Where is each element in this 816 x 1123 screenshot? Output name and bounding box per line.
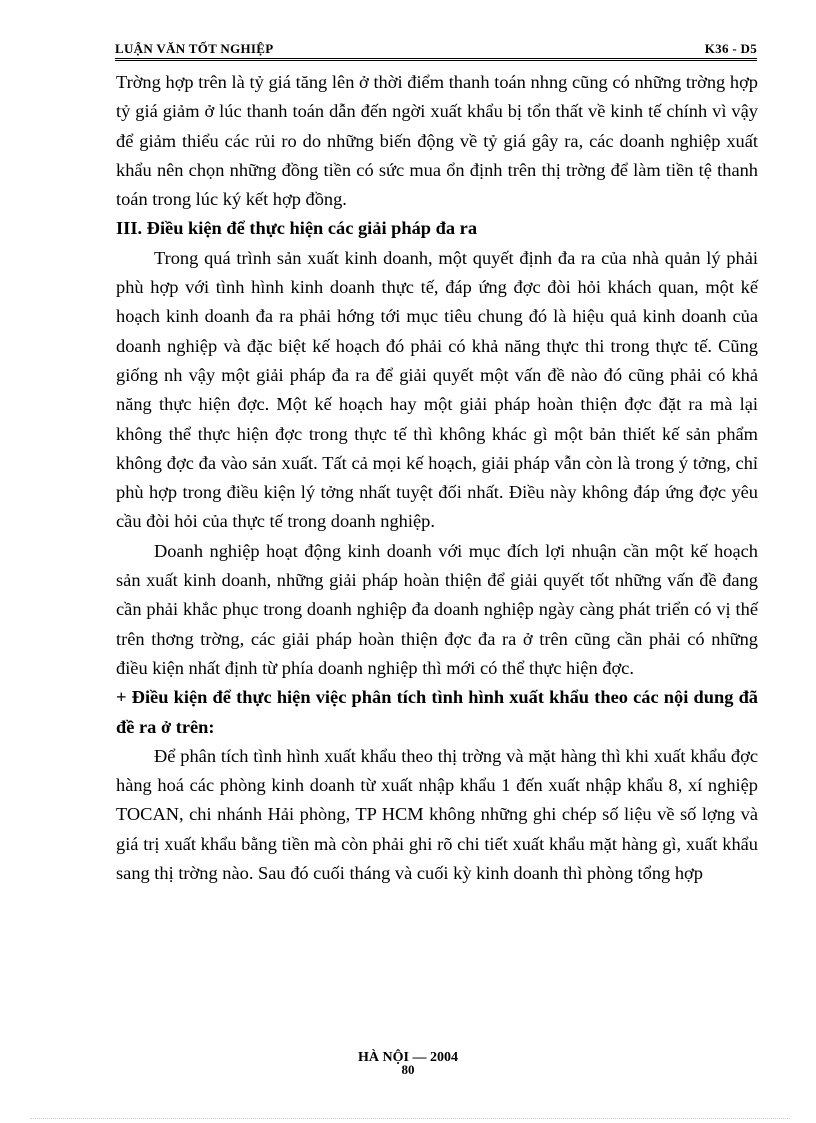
page-body — [116, 68, 758, 888]
paragraph-export-analysis: Để phân tích tình hình xuất khẩu theo thị trờng và mặt hàng thì khi xuất khẩu đợc hàng hoá các phòng kinh doanh từ xuất nhập khẩu 1 đến xuất nhập khẩu 8, xí nghiệp TOCAN, chi nhánh Hải phòng, TP HCM không những ghi chép số liệu về số lợng và giá trị xuất khẩu bằng tiền mà còn phải ghi rõ chi tiết xuất khẩu mặt hàng gì, xuất khẩu sang thị trờng nào. Sau đó cuối tháng và cuối kỳ kinh doanh thì phòng tổng hợp — [116, 745, 758, 884]
section-heading-conditions: III. Điều kiện để thực hiện các giải pháp đa ra — [116, 218, 478, 239]
footer-city-year: HÀ NỘI — 2004 — [358, 1050, 458, 1065]
header-thesis-title: LUẬN VĂN TỐT NGHIỆP — [115, 41, 274, 56]
page-header — [115, 36, 757, 61]
header-class-code: K36 - D5 — [704, 41, 757, 56]
paragraph-decision-feasibility: Trong quá trình sản xuất kinh doanh, một quyết định đa ra của nhà quản lý phải phù hợp với tình hình kinh doanh thực tế, đáp ứng đợc đòi hỏi khách quan, một kế hoạch kinh doanh đa ra phải hớng tới mục tiêu chung đó là hiệu quả kinh doanh của doanh nghiệp và đặc biệt kế hoạch đó phải có khả năng thực thi trong thực tế. Cũng giống nh vậy một giải pháp đa ra để giải quyết một vấn đề nào đó cũng phải có khả năng thực hiện đợc. Một kế hoạch hay một giải pháp hoàn thiện đợc đặt ra mà lại không thể thực hiện đợc trong thực tế thì không khác gì một bản thiết kế sản phẩm không đợc đa vào sản xuất. Tất cả mọi kế hoạch, giải pháp vẫn còn là trong ý tởng, chỉ phù hợp trong điều kiện lý tởng nhất tuyệt đối nhất. Điều này không đáp ứng đợc yêu cầu đòi hỏi của thực tế trong doanh nghiệp. — [116, 247, 758, 532]
subsection-heading-analysis-conditions: + Điều kiện để thực hiện việc phân tích tình hình xuất khẩu theo các nội dung đã đề ra ở trên: — [116, 687, 758, 737]
paragraph-business-plan: Doanh nghiệp hoạt động kinh doanh với mục đích lợi nhuận cần một kế hoạch sản xuất kinh doanh, những giải pháp hoàn thiện để giải quyết tốt những vấn đề đang cần phải khắc phục trong doanh nghiệp đa doanh nghiệp ngày càng phát triển có vị thế trên thơng trờng, các giải pháp hoàn thiện đợc đa ra ở trên cũng cần phải có những điều kiện nhất định từ phía doanh nghiệp thì mới có thể thực hiện đợc. — [116, 540, 758, 678]
paragraph-exchange-rate: Trờng hợp trên là tỷ giá tăng lên ở thời điểm thanh toán nhng cũng có những trờng hợp tỷ giá giảm ở lúc thanh toán dẫn đến ngời xuất khẩu bị tổn thất về kinh tế chính vì vậy để giảm thiểu các rủi ro do những biến động về tỷ giá gây ra, các doanh nghiệp xuất khẩu nên chọn những đồng tiền có sức mua ổn định trên thị trờng để làm tiền tệ thanh toán trong lúc ký kết hợp đồng. — [116, 72, 758, 210]
page-number: 80 — [401, 1062, 415, 1077]
bottom-divider — [30, 1118, 790, 1119]
page-footer — [0, 1050, 816, 1076]
